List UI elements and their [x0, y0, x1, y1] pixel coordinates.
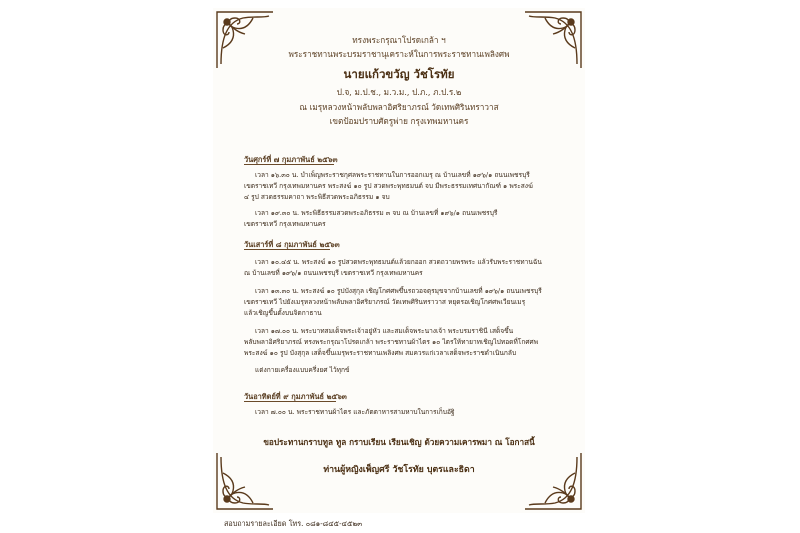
floral-corner-ornament-icon — [213, 449, 277, 513]
schedule-day-heading: วันอาทิตย์ที่ ๙ กุมภาพันธ์ ๒๕๖๓ — [244, 392, 347, 401]
schedule-line: เวลา ๑๙.๓๐ น. พระพิธีธรรมสวดพระอภิธรรม ๓ จบ ณ บ้านเลขที่ ๑๙๖/๑ ถนนเพชรบุรี — [255, 209, 498, 217]
closing-invitation-line: ขอประทานกราบทูล ทูล กราบเรียน เรียนเชิญ ด้วยความเคารพมา ณ โอกาสนี้ — [263, 437, 535, 447]
schedule-line: เวลา ๑๗.๐๐ น. พระบาทสมเด็จพระเจ้าอยู่หัว และสมเด็จพระนางเจ้า พระบรมราชินี เสด็จขึ้น — [255, 327, 514, 335]
schedule-day-heading: วันศุกร์ที่ ๗ กุมภาพันธ์ ๒๕๖๓ — [244, 155, 338, 164]
contact-phone: สอบถามรายละเอียด โทร. ๐๘๑-๘๔๕-๔๕๒๓ — [224, 519, 363, 528]
schedule-line: เวลา ๑๓.๓๐ น. พระสงฆ์ ๑๐ รูปบังสุกุล เชิญโกศศพขึ้นรถวอจตุรมุขจากบ้านเลขที่ ๑๙๖/๑ ถนนเพชรบุรี — [255, 287, 542, 295]
floral-corner-ornament-icon — [521, 449, 585, 513]
schedule-line: เวลา ๑๖.๓๐ น. บำเพ็ญพระราชกุศลพระราชทานในการออกเมรุ ณ บ้านเลขที่ ๑๙๖/๑ ถนนเพชรบุรี — [255, 171, 530, 179]
schedule-line: ณ บ้านเลขที่ ๑๙๖/๑ ถนนเพชรบุรี เขตราชเทวี กรุงเทพมหานคร — [244, 269, 423, 277]
deceased-decorations: ป.จ, ม.ป.ช., ม.ว.ม., ป.ภ., ภ.ป.ร.๒ — [336, 87, 462, 97]
dress-code-note: แต่งกายเครื่องแบบครึ่งยศ ไว้ทุกข์ — [255, 366, 350, 374]
venue-line-2: เขตป้อมปราบศัตรูพ่าย กรุงเทพมหานคร — [329, 116, 469, 126]
schedule-line: เขตราชเทวี ไปยังเมรุหลวงหน้าพลับพลาอิศริยาภรณ์ วัดเทพศิรินทราวาส หยุดรอเชิญโกศศพเวียนเมรุ — [244, 298, 526, 306]
day-heading-underline — [244, 164, 334, 165]
schedule-line: เวลา ๗.๐๐ น. พระราชทานผ้าไตร และภัตตาหารสามหาบในการเก็บอัฐิ — [255, 408, 455, 416]
venue-line-1: ณ เมรุหลวงหน้าพลับพลาอิศริยาภรณ์ วัดเทพศิรินทราวาส — [299, 102, 499, 112]
day-heading-underline — [244, 249, 330, 250]
header-line-royal-patronage: พระราชทานพระบรมราชานุเคราะห์ในการพระราชทานเพลิงศพ — [288, 49, 510, 59]
schedule-line: เขตราชเทวี กรุงเทพมหานคร — [244, 220, 326, 228]
schedule-line: ๔ รูป สวดธรรมคาถา พระพิธีสวดพระอภิธรรม ๑ จบ — [244, 193, 390, 201]
schedule-line: เวลา ๑๐.๔๕ น. พระสงฆ์ ๑๐ รูปสวดพระพุทธมนต์แล้วยกออก สวดถวายพรพระ แล้วรับพระราชทานฉัน — [255, 258, 542, 266]
schedule-line: แล้วเชิญขึ้นตั้งบนจิตกาธาน — [244, 309, 322, 317]
deceased-name: นายแก้วขวัญ วัชโรทัย — [343, 67, 455, 81]
day-heading-underline — [244, 401, 336, 402]
schedule-line: พลับพลาอิศริยาภรณ์ ทรงพระกรุณาโปรดเกล้า พระราชทานผ้าไตร ๑๐ ไตรให้ทายาทเชิญไปทอดที่โกศศพ — [244, 338, 539, 346]
schedule-line: เขตราชเทวี กรุงเทพมหานคร พระสงฆ์ ๑๐ รูป สวดพระพุทธมนต์ จบ มีพระธรรมเทศนากัณฑ์ ๑ พระสงฆ์ — [244, 182, 533, 190]
host-signature-line: ท่านผู้หญิงเพ็ญศรี วัชโรทัย บุตรและธิดา — [323, 465, 475, 475]
schedule-line: พระสงฆ์ ๑๐ รูป บังสุกุล เสด็จขึ้นเมรุพระราชทานเพลิงศพ สมควรแก่เวลาเสด็จพระราชดำเนินกลับ — [244, 349, 517, 357]
schedule-day-heading: วันเสาร์ที่ ๘ กุมภาพันธ์ ๒๕๖๓ — [244, 240, 340, 249]
header-line-royal-grace: ทรงพระกรุณาโปรดเกล้า ฯ — [352, 35, 446, 45]
